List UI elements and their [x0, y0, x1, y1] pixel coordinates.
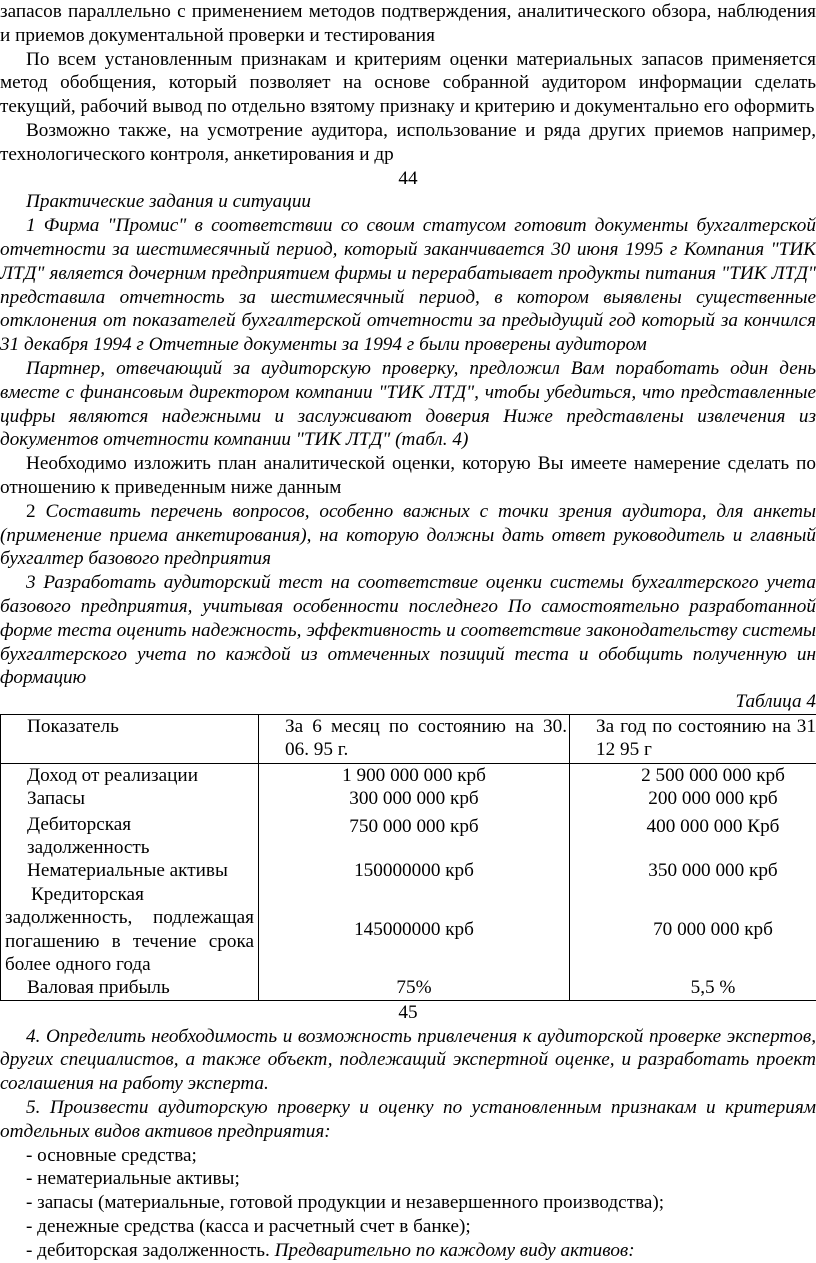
- row-value-half-year: 150000000 крб: [259, 859, 570, 882]
- task-2: [0, 500, 816, 571]
- table-row: [1, 787, 816, 810]
- row-label: Дебиторская задолженность: [1, 811, 259, 860]
- task-3: 3 Разработать аудиторский тест на соответствие оценки системы бухгалтерского учета базового предприятия, учитывая особенности последнего По самостоятельно разработанной форме теста оценить надежность, эффективность и соответствие законодательству системы бухгалтерского учета по каждой из отмеченных позиций теста и обобщить полученную ин формацию: [0, 571, 816, 690]
- table-caption: Таблица 4: [0, 690, 816, 714]
- table-header-half-year: За 6 месяц по состоянию на 30. 06. 95 г.: [259, 714, 570, 763]
- task-5: 5. Произвести аудиторскую проверку и оценку по установленным признакам и критериям отдельных видов активов предприятия:: [0, 1096, 816, 1144]
- table-4: [0, 714, 816, 1001]
- row-value-year: 200 000 000 крб: [570, 787, 816, 810]
- row-value-half-year: 75%: [259, 976, 570, 1000]
- row-value-half-year: 300 000 000 крб: [259, 787, 570, 810]
- task-2-number: 2: [26, 501, 45, 522]
- row-label: Нематериальные активы: [1, 859, 259, 882]
- paragraph-1: запасов параллельно с применением методов подтверждения, аналитического обзора, наблюдения и приемов документальной проверки и тестирования: [0, 0, 816, 48]
- task-1-partner: Партнер, отвечающий за аудиторскую проверку, предложил Вам поработать один день вместе с финансовым директором компании "ТИК ЛТД", чтобы убедиться, что представленные цифры являются надежными и заслуживают доверия Ниже представлены извлечения из документов отчетности компании "ТИК ЛТД" (табл. 4): [0, 357, 816, 452]
- list-item: - основные средства;: [0, 1144, 816, 1168]
- asset-list: [0, 1144, 816, 1263]
- task-2-text: Составить перечень вопросов, особенно важных с точки зрения аудитора, для анкеты (применение приема анкетирования), на которую должны дать ответ руководитель и главный бухгалтер базового предприятия: [0, 501, 816, 570]
- list-item: - денежные средства (касса и расчетный счет в банке);: [0, 1215, 816, 1239]
- row-label: Кредиторская задолженность, подлежащая погашению в течение срока более одного года: [1, 883, 259, 977]
- row-label: Доход от реализации: [1, 763, 259, 787]
- task-1: 1 Фирма "Промис" в соответствии со своим статусом готовит документы бухгалтерской отчетности за шестимесячный период, который заканчивается 30 июня 1995 г Компания "ТИК ЛТД" является дочерним предприятием фирмы и перерабатывает продукты питания "ТИК ЛТД" представила отчетность за шестимесячный период, в котором выявлены существенные отклонения от показателей бухгалтерской отчетности за предыдущий год который за кончился 31 декабря 1994 г Отчетные документы за 1994 г были проверены аудитором: [0, 214, 816, 357]
- row-value-half-year: 145000000 крб: [259, 883, 570, 977]
- row-value-year: 350 000 000 крб: [570, 859, 816, 882]
- list-item: - запасы (материальные, готовой продукции и незавершенного производства);: [0, 1191, 816, 1215]
- table-row: [1, 859, 816, 882]
- row-label: Валовая прибыль: [1, 976, 259, 1000]
- row-value-half-year: 750 000 000 крб: [259, 811, 570, 860]
- row-value-half-year: 1 900 000 000 крб: [259, 763, 570, 787]
- table-row: [1, 763, 816, 787]
- paragraph-2: По всем установленным признакам и критериям оценки материальных запасов применяется метод обобщения, который позволяет на основе собранной аудитором информации сделать текущий, рабочий вывод по отдельно взятому признаку и критерию и документально его оформить: [0, 48, 816, 119]
- page-number-45: 45: [0, 1001, 816, 1025]
- page-number-44: 44: [0, 167, 816, 191]
- row-label: Запасы: [1, 787, 259, 810]
- table-header-indicator: Показатель: [1, 714, 259, 763]
- row-value-year: 5,5 %: [570, 976, 816, 1000]
- table-row: [1, 883, 816, 977]
- list-item: [0, 1239, 816, 1263]
- list-item-note: Предварительно по каждому виду активов:: [275, 1240, 635, 1261]
- table-row: [1, 811, 816, 860]
- table-header-year: За год по состоянию на 31 12 95 г: [570, 714, 816, 763]
- section-title: Практические задания и ситуации: [0, 190, 816, 214]
- task-1-need: Необходимо изложить план аналитической оценки, которую Вы имеете намерение сделать по отношению к приведенным ниже данным: [0, 452, 816, 500]
- task-4: 4. Определить необходимость и возможность привлечения к аудиторской проверке экспертов, других специалистов, а также объект, подлежащий экспертной оценке, и разработать проект соглашения на работу эксперта.: [0, 1025, 816, 1096]
- row-value-year: 70 000 000 крб: [570, 883, 816, 977]
- list-item: - нематериальные активы;: [0, 1167, 816, 1191]
- paragraph-3: Возможно также, на усмотрение аудитора, использование и ряда других приемов например, технологического контроля, анкетирования и др: [0, 119, 816, 167]
- list-item-text: - дебиторская задолженность.: [26, 1240, 275, 1261]
- table-header-row: [1, 714, 816, 763]
- table-row: [1, 976, 816, 1000]
- row-value-year: 2 500 000 000 крб: [570, 763, 816, 787]
- row-value-year: 400 000 000 Крб: [570, 811, 816, 860]
